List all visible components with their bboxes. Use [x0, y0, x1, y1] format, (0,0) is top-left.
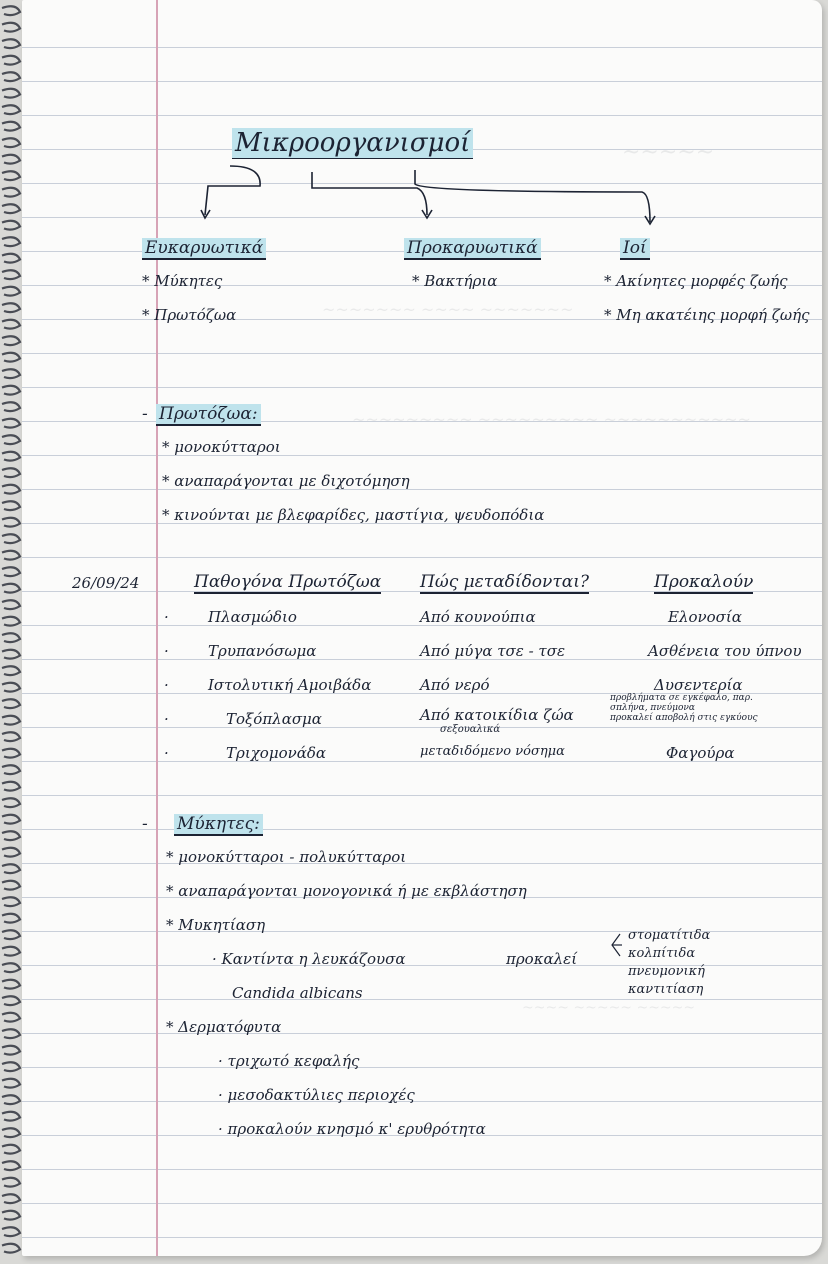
- spiral-coil: [2, 105, 20, 114]
- spiral-coil: [2, 402, 20, 411]
- spiral-coil: [2, 1062, 20, 1071]
- protozoa-point: * αναπαράγονται με διχοτόμηση: [162, 472, 410, 490]
- spiral-coil: [2, 798, 20, 807]
- spiral-coil: [2, 848, 20, 857]
- spiral-coil: [2, 1095, 20, 1104]
- bleed-through: ~~~~~~~ ~~~~ ~~~~~~~: [322, 300, 574, 319]
- category-item: * Ακίνητες μορφές ζωής: [604, 272, 788, 290]
- spiral-coil: [2, 1178, 20, 1187]
- category-heading: Ιοί: [620, 238, 650, 260]
- spiral-coil: [2, 567, 20, 576]
- spiral-coil: [2, 765, 20, 774]
- tree-arrows: [22, 0, 822, 1256]
- fungi-point: * Μυκητίαση: [166, 916, 266, 934]
- spiral-coil: [2, 485, 20, 494]
- spiral-coil: [2, 996, 20, 1005]
- fungi-heading: Μύκητες:: [174, 814, 263, 836]
- spiral-coil: [2, 1211, 20, 1220]
- cause-item: κολπίτιδα: [628, 946, 696, 961]
- dash-marker: -: [142, 404, 148, 424]
- spiral-coil: [2, 963, 20, 972]
- spiral-coil: [2, 155, 20, 164]
- spiral-coil: [2, 864, 20, 873]
- spiral-coil: [2, 716, 20, 725]
- table-cell-transmission: μεταδιδόμενο νόσημα: [420, 744, 565, 759]
- spiral-coil: [2, 947, 20, 956]
- spiral-coil: [2, 303, 20, 312]
- table-cell-organism: Τοξόπλασμα: [226, 710, 322, 728]
- spiral-coil: [2, 1161, 20, 1170]
- table-header-organism: Παθογόνα Πρωτόζωα: [194, 572, 382, 592]
- table-cell-transmission: Από μύγα τσε - τσε: [420, 642, 565, 660]
- toxoplasma-disease-note: προβλήματα σε εγκέφαλο, παρ. σπλήνα, πνεύμονα προκαλεί αποβολή στις εγκύους: [610, 693, 758, 723]
- spiral-coil: [2, 831, 20, 840]
- spiral-coil: [2, 683, 20, 692]
- spiral-coil: [2, 518, 20, 527]
- spiral-coil: [2, 39, 20, 48]
- spiral-coil: [2, 188, 20, 197]
- spiral-coil: [2, 617, 20, 626]
- spiral-coil: [2, 452, 20, 461]
- spiral-coil: [2, 138, 20, 147]
- category-item: * Μύκητες: [142, 272, 223, 290]
- row-bullet: ·: [164, 676, 169, 694]
- spiral-coil: [2, 353, 20, 362]
- spiral-coil: [2, 732, 20, 741]
- fungi-point: * αναπαράγονται μονογονικά ή με εκβλάστηση: [166, 882, 527, 900]
- table-cell-transmission: Από κουνούπια: [420, 608, 536, 626]
- spiral-coil: [2, 1227, 20, 1236]
- spiral-coil: [2, 237, 20, 246]
- dermatophyte-point: · τριχωτό κεφαλής: [218, 1052, 360, 1070]
- category-item: * Μη ακατέιης μορφή ζωής: [604, 306, 810, 324]
- spiral-coil: [2, 254, 20, 263]
- date: 26/09/24: [72, 574, 140, 592]
- cause-item: στοματίτιδα: [628, 928, 711, 943]
- dermatophytes-heading: * Δερματόφυτα: [166, 1018, 282, 1036]
- spiral-coil: [2, 1128, 20, 1137]
- row-bullet: ·: [164, 608, 169, 626]
- spiral-coil: [2, 600, 20, 609]
- spiral-coil: [2, 815, 20, 824]
- spiral-binding: [0, 0, 24, 1264]
- category-heading: Ευκαρυωτικά: [142, 238, 266, 260]
- dermatophyte-point: · προκαλούν κνησμό κ' ερυθρότητα: [218, 1120, 486, 1138]
- category-item: * Πρωτόζωα: [142, 306, 237, 324]
- spiral-coil: [2, 204, 20, 213]
- table-cell-organism: Τριχομονάδα: [226, 744, 327, 762]
- spiral-coil: [2, 914, 20, 923]
- table-cell-disease: Ελονοσία: [668, 608, 742, 626]
- category-item: * Βακτήρια: [412, 272, 498, 290]
- table-header-transmission: Πώς μεταδίδονται?: [420, 572, 590, 592]
- spiral-coil: [2, 171, 20, 180]
- spiral-coil: [2, 287, 20, 296]
- spiral-coil: [2, 419, 20, 428]
- page-title: Μικροοργανισμοί: [232, 128, 473, 159]
- spiral-coil: [2, 89, 20, 98]
- transmission-note: σεξουαλικά: [440, 724, 501, 735]
- row-bullet: ·: [164, 744, 169, 762]
- causes-label: προκαλεί: [506, 950, 578, 968]
- fungi-point: * μονοκύτταροι - πολυκύτταροι: [166, 848, 407, 866]
- spiral-coil: [2, 666, 20, 675]
- cause-item: πνευμονική: [628, 964, 705, 979]
- protozoa-point: * κινούνται με βλεφαρίδες, μαστίγια, ψευδοπόδια: [162, 506, 545, 524]
- spiral-coil: [2, 23, 20, 32]
- table-cell-organism: Ιστολυτική Αμοιβάδα: [208, 676, 372, 694]
- spiral-coil: [2, 534, 20, 543]
- spiral-coil: [2, 930, 20, 939]
- spiral-coil: [2, 584, 20, 593]
- table-cell-transmission: Από κατοικίδια ζώα: [420, 706, 574, 724]
- spiral-coil: [2, 336, 20, 345]
- table-cell-disease: Ασθένεια του ύπνου: [648, 642, 802, 660]
- spiral-coil: [2, 897, 20, 906]
- spiral-coil: [2, 699, 20, 708]
- spiral-coil: [2, 72, 20, 81]
- bleed-through: ~~~~ ~~~~~ ~~~~~: [522, 1000, 696, 1016]
- spiral-coil: [2, 369, 20, 378]
- spiral-coil: [2, 633, 20, 642]
- dash-marker: -: [142, 814, 148, 834]
- table-cell-organism: Τρυπανόσωμα: [208, 642, 317, 660]
- spiral-coil: [2, 501, 20, 510]
- row-bullet: ·: [164, 710, 169, 728]
- spiral-coil: [2, 1029, 20, 1038]
- category-heading: Προκαρυωτικά: [404, 238, 541, 260]
- spiral-coil: [2, 270, 20, 279]
- spiral-coil: [2, 1194, 20, 1203]
- spiral-coil: [2, 468, 20, 477]
- row-bullet: ·: [164, 642, 169, 660]
- candida-latin: Candida albicans: [232, 984, 363, 1002]
- spiral-coil: [2, 1013, 20, 1022]
- table-cell-organism: Πλασμώδιο: [208, 608, 297, 626]
- spiral-coil: [2, 749, 20, 758]
- spiral-coil: [2, 551, 20, 560]
- spiral-coil: [2, 1145, 20, 1154]
- notebook-page: [22, 0, 822, 1256]
- spiral-coil: [2, 650, 20, 659]
- protozoa-point: * μονοκύτταροι: [162, 438, 281, 456]
- spiral-coil: [2, 1244, 20, 1253]
- cause-item: καντιτίαση: [628, 982, 704, 997]
- spiral-coil: [2, 435, 20, 444]
- spiral-coil: [2, 221, 20, 230]
- spiral-coil: [2, 782, 20, 791]
- bleed-through: ~~~~~~~~~ ~~~~~~~~~ ~~~~~~~~~~~: [352, 410, 751, 429]
- spiral-coil: [2, 1079, 20, 1088]
- table-header-disease: Προκαλούν: [654, 572, 754, 592]
- spiral-coil: [2, 980, 20, 989]
- spiral-coil: [2, 1046, 20, 1055]
- spiral-coil: [2, 56, 20, 65]
- table-cell-disease: Δυσεντερία: [654, 676, 743, 694]
- spiral-coil: [2, 6, 20, 15]
- spiral-coil: [2, 1112, 20, 1121]
- table-cell-transmission: Από νερό: [420, 676, 490, 694]
- spiral-coil: [2, 320, 20, 329]
- bleed-through: ~~~~~: [622, 140, 715, 165]
- protozoa-heading: Πρωτόζωα:: [156, 404, 261, 426]
- spiral-coil: [2, 881, 20, 890]
- spiral-coil: [2, 122, 20, 131]
- spiral-coil: [2, 386, 20, 395]
- candida-line: · Καντίντα η λευκάζουσα: [212, 950, 406, 968]
- dermatophyte-point: · μεσοδακτύλιες περιοχές: [218, 1086, 415, 1104]
- table-cell-disease: Φαγούρα: [666, 744, 735, 762]
